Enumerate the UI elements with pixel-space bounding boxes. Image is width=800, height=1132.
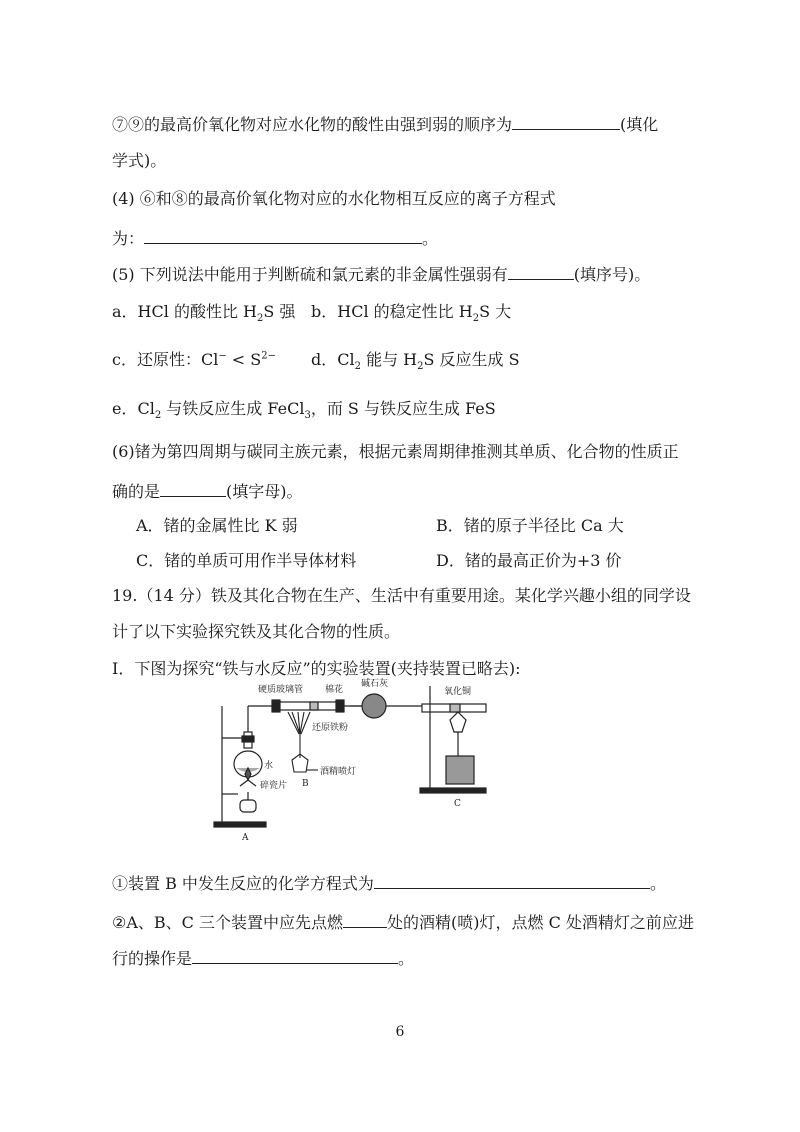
subscript: 2	[354, 361, 361, 373]
option-b	[311, 301, 511, 323]
option-e-text-end: ，而 S 与铁反应生成 FeS	[310, 399, 496, 418]
q18-5-hint: (填序号)。	[573, 265, 651, 284]
option-c-text: c．还原性：Cl	[112, 350, 219, 369]
label-hard-glass-tube: 硬质玻璃管	[258, 685, 304, 695]
q19-intro-line2: 计了以下实验探究铁及其化合物的性质。	[112, 622, 401, 641]
superscript: 2−	[261, 350, 277, 362]
option-e-text-mid: 与铁反应生成 FeCl	[161, 399, 305, 418]
option-a	[112, 301, 295, 323]
option-c	[112, 349, 276, 371]
burner-a	[240, 768, 256, 812]
option-B: B．锗的原子半径比 Ca 大	[436, 516, 624, 535]
q18-4-line2	[112, 226, 438, 250]
option-A: A．锗的金属性比 K 弱	[136, 516, 298, 535]
option-D: D．锗的最高正价为+3 价	[436, 551, 622, 570]
hard-glass-tube	[272, 700, 362, 712]
q18-3-line1	[112, 112, 658, 136]
q19-s2-line1	[112, 910, 694, 934]
q18-6-prefix: 确的是	[112, 482, 161, 501]
option-d-text: d．Cl	[311, 350, 355, 369]
q19-s1-text: ①装置 B 中发生反应的化学方程式为	[112, 874, 374, 893]
subscript: 2	[417, 361, 424, 373]
option-c-text-mid: < S	[226, 350, 262, 369]
q18-5-text: (5) 下列说法中能用于判断硫和氯元素的非金属性强弱有	[112, 265, 508, 284]
answer-blank[interactable]	[192, 946, 398, 964]
option-e-text: e．Cl	[112, 399, 155, 418]
superscript: −	[218, 350, 227, 362]
q18-5-stem	[112, 262, 650, 286]
subscript: 2	[256, 313, 264, 325]
answer-blank[interactable]	[374, 871, 650, 889]
option-a-text-end: S 强	[263, 302, 296, 321]
q18-4-line1: (4) ⑥和⑧的最高价氧化物对应的水化物相互反应的离子方程式	[112, 189, 556, 208]
q19-s2-text-end: 处的酒精(喷)灯，点燃 C 处酒精灯之前应进	[387, 913, 694, 932]
q19-s2-text: ②A、B、C 三个装置中应先点燃	[112, 913, 343, 932]
label-c: C	[454, 799, 461, 809]
subscript: 2	[472, 313, 480, 325]
stand-c	[420, 686, 486, 793]
soda-lime-tube	[350, 694, 422, 718]
subscript: 3	[304, 410, 311, 422]
q18-3-text: ⑦⑨的最高价氧化物对应水化物的酸性由强到弱的顺序为	[112, 115, 513, 134]
q18-3-hint: (填化	[620, 115, 659, 134]
option-d-text-mid: 能与 H	[360, 350, 418, 369]
label-iron-powder: 还原铁粉	[312, 723, 349, 733]
label-soda-lime: 碱石灰	[361, 679, 389, 689]
q18-3-line2: 学式)。	[112, 151, 167, 170]
q18-4-suffix: 。	[422, 229, 439, 248]
q19-s2-line2-end: 。	[398, 949, 415, 968]
option-b-text-end: S 大	[479, 302, 512, 321]
q19-s1	[112, 871, 666, 895]
q19-s1-end: 。	[649, 874, 666, 893]
q18-4-prefix: 为：	[112, 229, 145, 248]
label-porcelain-chips: 碎瓷片	[260, 781, 288, 791]
label-water: 水	[264, 761, 274, 771]
option-d-text-end: S 反应生成 S	[423, 350, 520, 369]
q19-s2-line2	[112, 946, 414, 970]
answer-blank[interactable]	[508, 262, 574, 280]
q18-6-line1: (6)锗为第四周期与碳同主族元素，根据元素周期律推测其单质、化合物的性质正	[112, 442, 679, 461]
q19-part1: I．下图为探究“铁与水反应”的实验装置(夹持装置已略去):	[112, 659, 521, 678]
q18-6-line2	[112, 479, 303, 503]
page-number: 6	[395, 1024, 405, 1040]
answer-blank[interactable]	[160, 479, 226, 497]
label-cotton: 棉花	[325, 685, 344, 695]
answer-blank[interactable]	[343, 910, 387, 928]
option-a-text: a．HCl 的酸性比 H	[112, 302, 257, 321]
label-b: B	[302, 779, 309, 789]
option-d	[311, 349, 520, 371]
label-blowtorch: 酒精喷灯	[320, 767, 357, 777]
burner-b	[288, 712, 318, 772]
apparatus-diagram	[208, 676, 526, 846]
option-b-text: b．HCl 的稳定性比 H	[311, 302, 473, 321]
option-e	[112, 398, 496, 420]
q18-6-hint: (填字母)。	[226, 482, 303, 501]
label-copper-oxide: 氧化铜	[444, 687, 472, 697]
q19-intro-line1: 19.（14 分）铁及其化合物在生产、生活中有重要用途。某化学兴趣小组的同学设	[112, 586, 691, 605]
option-C: C．锗的单质可用作半导体材料	[136, 551, 357, 570]
answer-blank[interactable]	[512, 112, 620, 130]
label-a: A	[242, 833, 249, 843]
answer-blank[interactable]	[144, 226, 422, 244]
subscript: 2	[154, 410, 162, 422]
q19-s2-line2-text: 行的操作是	[112, 949, 193, 968]
